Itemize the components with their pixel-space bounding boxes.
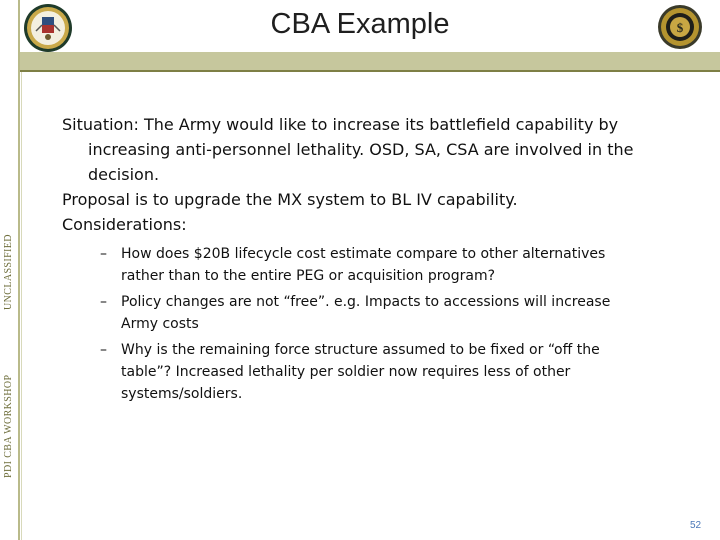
bullet-dash: –: [100, 342, 107, 358]
bullet-dash: –: [100, 246, 107, 262]
side-classification-label: [0, 0, 18, 540]
list-item-text: Why is the remaining force structure assumed to be fixed or “off the table”? Increased lethality per soldier now requires less of other systems/soldiers.: [121, 342, 600, 402]
header-divider-band: [20, 52, 720, 70]
left-margin-rule-inner: [21, 72, 22, 540]
financial-management-seal-icon: [657, 4, 703, 50]
slide-body: [62, 112, 662, 409]
list-item: [100, 339, 630, 405]
slide-title: CBA Example: [270, 8, 450, 40]
side-label-workshop: PDI CBA WORKSHOP: [3, 374, 14, 478]
bullet-dash: –: [100, 294, 107, 310]
header-divider-line: [20, 70, 720, 72]
situation-paragraph: Situation: The Army would like to increase its battlefield capability by increasing anti-personnel lethality. OSD, SA, CSA are involved in the decision.: [62, 115, 634, 184]
left-margin-rule: [18, 0, 20, 540]
list-item: [100, 291, 630, 335]
side-label-unclassified: UNCLASSIFIED: [3, 234, 14, 310]
considerations-heading: Considerations:: [62, 215, 187, 234]
list-item-text: Policy changes are not “free”. e.g. Impacts to accessions will increase Army costs: [121, 294, 611, 332]
list-item: [100, 243, 630, 287]
proposal-paragraph: Proposal is to upgrade the MX system to BL IV capability.: [62, 190, 518, 209]
list-item-text: How does $20B lifecycle cost estimate compare to other alternatives rather than to the entire PEG or acquisition program?: [121, 246, 606, 284]
svg-text:$: $: [676, 20, 684, 35]
considerations-list: [100, 243, 630, 405]
page-number: 52: [690, 520, 702, 531]
